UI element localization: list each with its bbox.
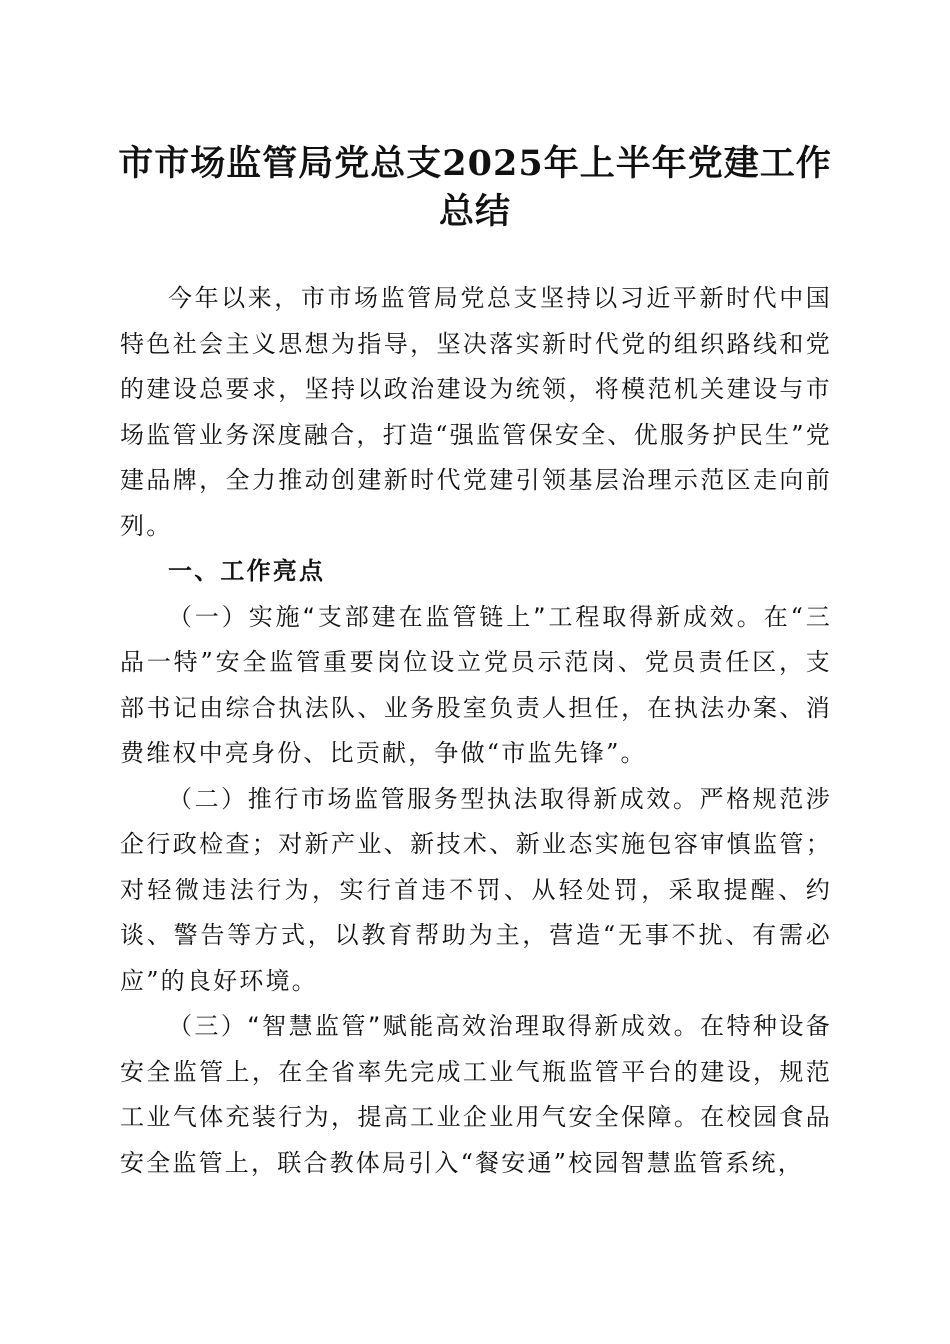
item-3-title: （三）“智慧监管”赋能高效治理取得新成效。 bbox=[168, 1012, 701, 1040]
section-heading-highlights: 一、工作亮点 bbox=[168, 557, 326, 585]
item-1-text: 在“三品一特”安全监管重要岗位设立党员示范岗、党员责任区，支部书记由综合执法队、业务股室负责人担任，在执法办案、消费维权中亮身份、比贡献，争做“市监先锋”。 bbox=[120, 602, 833, 767]
item-3-text: 在特种设备安全监管上，在全省率先完成工业气瓶监管平台的建设，规范工业气体充装行为，提高工业企业用气安全保障。在校园食品安全监管上，联合教体局引入“餐安通”校园智慧监管系统， bbox=[120, 1012, 832, 1177]
item-2-title: （二）推行市场监管服务型执法取得新成效。 bbox=[168, 784, 700, 813]
intro-paragraph: 今年以来，市市场监管局党总支坚持以习近平新时代中国特色社会主义思想为指导，坚决落实新时代党的组织路线和党的建设总要求，坚持以政治建设为统领，将模范机关建设与市场监管业务深度融合，打造“强监管保安全、优服务护民生”党建品牌，全力推动创建新时代党建引领基层治理示范区走向前列。 bbox=[120, 284, 832, 540]
title-line-2: 总结 bbox=[438, 191, 511, 232]
item-3-paragraph bbox=[120, 1004, 832, 1186]
title-line-1: 市市场监管局党总支2025年上半年党建工作 bbox=[118, 143, 832, 184]
item-1-title: （一）实施“支部建在监管链上”工程取得新成效。 bbox=[168, 602, 764, 631]
document-title bbox=[100, 140, 850, 236]
item-2-text: 严格规范涉企行政检查；对新产业、新技术、新业态实施包容审慎监管；对轻微违法行为，实行首违不罚、从轻处罚，采取提醒、约谈、警告等方式，以教育帮助为主，营造“无事不扰、有需必应”的良好环境。 bbox=[120, 784, 832, 995]
item-1-paragraph bbox=[120, 595, 832, 777]
document-body bbox=[120, 276, 832, 1186]
item-2-paragraph bbox=[120, 777, 832, 1005]
